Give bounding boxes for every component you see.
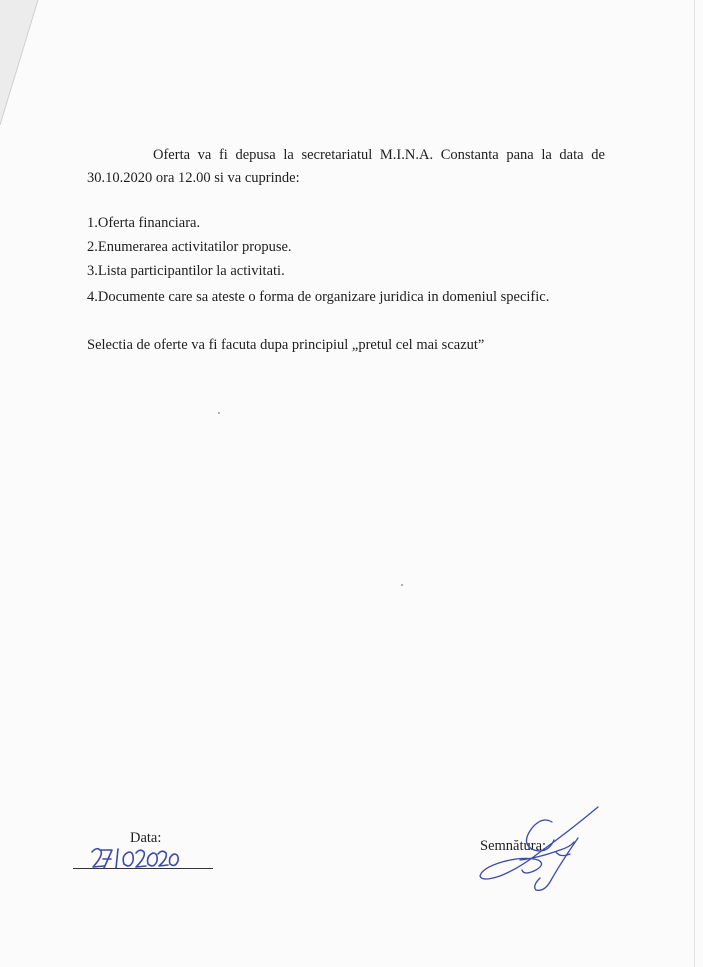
paragraph-1-word: Oferta: [153, 147, 191, 163]
paragraph-1-word: secretariatul: [301, 147, 373, 163]
paragraph-1-word: M.I.N.A.: [379, 147, 434, 163]
paragraph-1-line-2: 30.10.2020 ora 12.00 si va cuprinde:: [87, 170, 300, 186]
selection-criteria: Selectia de oferte va fi facuta dupa principiul „pretul cel mai scazut”: [87, 337, 485, 353]
signature-label: Semnătura:: [480, 838, 547, 854]
paragraph-1-word: de: [591, 147, 605, 163]
date-label: Data:: [130, 830, 162, 846]
list-item: 1.Oferta financiara.: [87, 215, 201, 231]
paragraph-1-word: va: [197, 147, 212, 163]
list-item: 2.Enumerarea activitatilor propuse.: [87, 239, 292, 255]
paragraph-1-word: Constanta: [440, 147, 499, 163]
paragraph-1-word: pana: [506, 147, 534, 163]
paragraph-1-word: data: [559, 147, 584, 163]
paragraph-1-word: la: [283, 147, 294, 163]
list-item: 4.Documente care sa ateste o forma de organizare juridica in domeniul specific.: [87, 289, 550, 305]
paragraph-1-word: fi: [218, 147, 228, 163]
paragraph-1-word: depusa: [235, 147, 276, 163]
paragraph-1-word: la: [541, 147, 552, 163]
list-item: 3.Lista participantilor la activitati.: [87, 263, 285, 279]
